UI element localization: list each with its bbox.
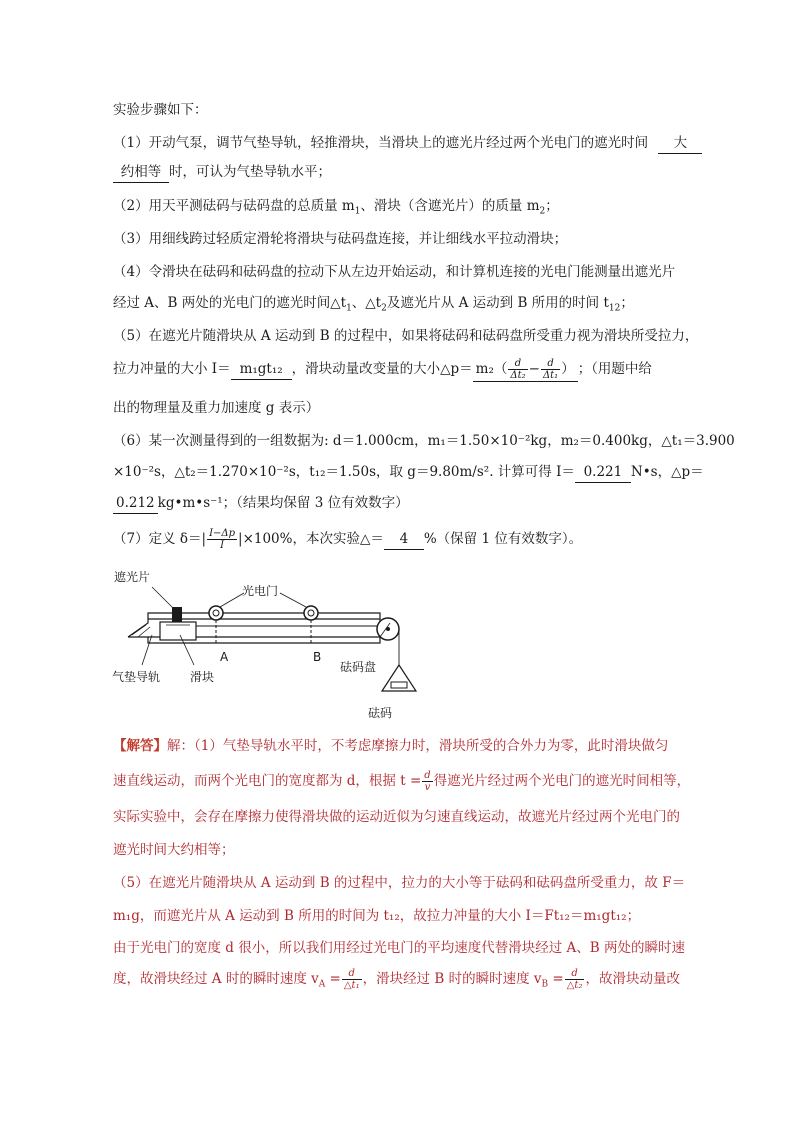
step-2-sub-1: 1 (354, 206, 361, 217)
step-5-answer-impulse: m₁gt₁₂ (231, 359, 292, 380)
step-4-text-d: ； (620, 295, 634, 311)
pulley (377, 618, 399, 640)
label-b: B (313, 650, 322, 664)
step-5-line-1: （5）在遮光片随滑块从 A 运动到 B 的过程中，如果将砝码和砝码盘所受重力视为滑块所受拉力， (113, 328, 699, 344)
apparatus-diagram (110, 565, 420, 725)
step-5-text-b: ，滑块动量改变量的大小△p＝ (291, 361, 473, 377)
step-2-text-a: （2）用天平测砝码与砝码盘的总质量 m (113, 198, 355, 214)
step-4-sub-2: 2 (381, 303, 387, 314)
solution-sub-a: A (318, 979, 326, 990)
solution-frac-vb-num: d (565, 968, 585, 980)
photogate-a (209, 606, 223, 645)
solution-line-5: （5）在遮光片随滑块从 A 运动到 B 的过程中，拉力的大小等于砝码和砝码盘所受重力，故 F＝ (113, 875, 686, 891)
solution-text-2b: 得遮光片经过两个光电门的遮光时间相等， (433, 773, 691, 789)
solution-line-2 (113, 770, 690, 793)
step-5-text-a: 拉力冲量的大小 I＝ (113, 361, 231, 377)
step-5-line-2 (113, 358, 652, 382)
solution-sub-b: B (541, 979, 549, 990)
step-7-text-b: |×100%，本次实验△＝ (238, 531, 384, 547)
label-shade: 遮光片 (114, 570, 151, 584)
step-7-text-a: （7）定义 δ＝| (113, 531, 207, 547)
step-1-prefix: （1）开动气泵，调节气垫导轨，轻推滑块，当滑块上的遮光片经过两个光电门的遮光时间 (113, 135, 649, 151)
step-7-frac-num: I−Δp (209, 528, 236, 539)
shading-strip (172, 607, 182, 622)
solution-line-8 (113, 968, 680, 991)
solution-frac-vb-den: △t₂ (566, 980, 583, 991)
step-7-answer: 4 (384, 529, 424, 550)
solution-text-8a: 度，故滑块经过 A 时的瞬时速度 v (113, 971, 319, 987)
solution-frac-vb (565, 968, 585, 991)
step-4-sub-12: 12 (608, 303, 621, 314)
step-7-frac (207, 528, 237, 551)
label-track: 气垫导轨 (112, 670, 161, 684)
solution-line-7: 由于光电门的宽度 d 很小，所以我们用经过光电门的平均速度代替滑块经过 A、B 两处的瞬时速 (113, 940, 685, 956)
step-1-answer-a: 大 (658, 133, 702, 154)
step-5-frac-2 (541, 358, 560, 381)
label-gate: 光电门 (242, 584, 279, 598)
solution-frac-va-num: d (342, 968, 362, 980)
solution-tag: 【解答】 (113, 738, 167, 754)
step-1-line-1 (113, 133, 702, 154)
step-5-frac-1 (508, 358, 527, 381)
solution-text-1: 解：（1）气垫导轨水平时，不考虑摩擦力时，滑块所受的合外力为零，此时滑块做匀 (167, 738, 669, 754)
step-6-text-b: N•s，△p＝ (630, 464, 704, 480)
step-6-text-a: ×10⁻²s，△t₂＝1.270×10⁻²s，t₁₂＝1.50s，取 g＝9.80m/s². 计算可得 I＝ (113, 464, 575, 480)
solution-frac-va (342, 968, 362, 991)
solution-frac-va-den: △t₁ (343, 980, 360, 991)
step-5-frac-1-num: d (508, 358, 527, 370)
label-weight: 砝码 (368, 706, 393, 720)
step-1-suffix: 时，可认为气垫导轨水平； (169, 164, 331, 180)
step-7-text-c: %（保留 1 位有效数字）。 (423, 531, 583, 547)
solution-line-4: 遮光时间大约相等； (113, 842, 235, 858)
solution-text-8e: ，故滑块动量改 (585, 971, 680, 987)
solution-frac-dv-den: v (424, 782, 431, 793)
solution-text-2a: 速直线运动，而两个光电门的宽度都为 d，根据 t = (113, 773, 422, 789)
step-5-frac-2-den: Δt₁ (542, 370, 559, 381)
step-2-sub-2: 2 (539, 206, 546, 217)
step-4-text-b: 、△t (351, 295, 382, 311)
step-1-line-2 (113, 162, 331, 183)
track-hatching (132, 625, 150, 637)
step-6-line-1: （6）某一次测量得到的一组数据为: d＝1.000cm，m₁＝1.50×10⁻²kg，m₂＝0.400kg，△t₁＝3.900 (113, 433, 735, 449)
label-slider: 滑块 (190, 670, 215, 684)
step-4-text-c: 及遮光片从 A 运动到 B 所用的时间 t (386, 295, 609, 311)
step-4-line-2 (113, 293, 634, 313)
weight (391, 682, 407, 688)
step-6-answer-momentum: 0.212 (113, 493, 158, 514)
step-7-frac-den: I (220, 540, 225, 551)
step-4-text-a: 经过 A、B 两处的光电门的遮光时间△t (113, 295, 347, 311)
step-5-text-c: ；（用题中给 (577, 361, 652, 377)
solution-line-1 (113, 736, 668, 756)
solution-text-8b: = (325, 971, 341, 987)
step-3: （3）用细线跨过轻质定滑轮将滑块与砝码盘连接，并让细线水平拉动滑块； (113, 231, 568, 247)
solution-line-3: 实际实验中，会存在摩擦力使得滑块做的运动近似为匀速直线运动，故遮光片经过两个光电门的 (113, 809, 680, 825)
solution-frac-dv-num: d (424, 770, 431, 781)
step-2-text-c: ； (545, 198, 559, 214)
step-5-frac-1-den: Δt₂ (510, 370, 526, 381)
step-6-answer-impulse: 0.221 (575, 462, 631, 483)
step-1-answer-b: 约相等 (113, 162, 169, 183)
step-5-answer-momentum-b: ） (561, 361, 575, 377)
label-a: A (220, 650, 229, 664)
solution-text-8d: = (548, 971, 564, 987)
step-4-sub-1: 1 (346, 303, 352, 314)
solution-text-8c: ，滑块经过 B 时的瞬时速度 v (362, 971, 542, 987)
steps-title: 实验步骤如下： (113, 102, 208, 118)
step-5-answer-momentum: m₂（ $\frac{d}{\text{Δt₂}}$ − $\frac{d}{\text{Δt₁}}$ ） (473, 358, 578, 382)
step-5-line-3: 出的物理量及重力加速度 g 表示） (113, 400, 320, 416)
label-pan: 砝码盘 (340, 660, 377, 674)
step-5-answer-momentum-a: m₂（ (475, 361, 508, 377)
step-6-line-2 (113, 462, 704, 483)
photogate-b (304, 606, 318, 645)
step-6-line-3 (113, 493, 409, 514)
step-7 (113, 528, 582, 551)
step-4-line-1: （4）令滑块在砝码和砝码盘的拉动下从左边开始运动，和计算机连接的光电门能测量出遮光片 (113, 264, 676, 280)
step-6-text-c: kg•m•s⁻¹；（结果均保留 3 位有效数字） (157, 495, 409, 511)
step-5-frac-2-num: d (541, 358, 560, 370)
step-2 (113, 196, 559, 216)
solution-frac-dv (422, 770, 432, 793)
solution-line-6: m₁g，而遮光片从 A 运动到 B 所用的时间为 t₁₂，故拉力冲量的大小 I＝Ft₁₂＝m₁gt₁₂； (113, 908, 641, 924)
step-2-text-b: 、滑块（含遮光片）的质量 m (360, 198, 540, 214)
